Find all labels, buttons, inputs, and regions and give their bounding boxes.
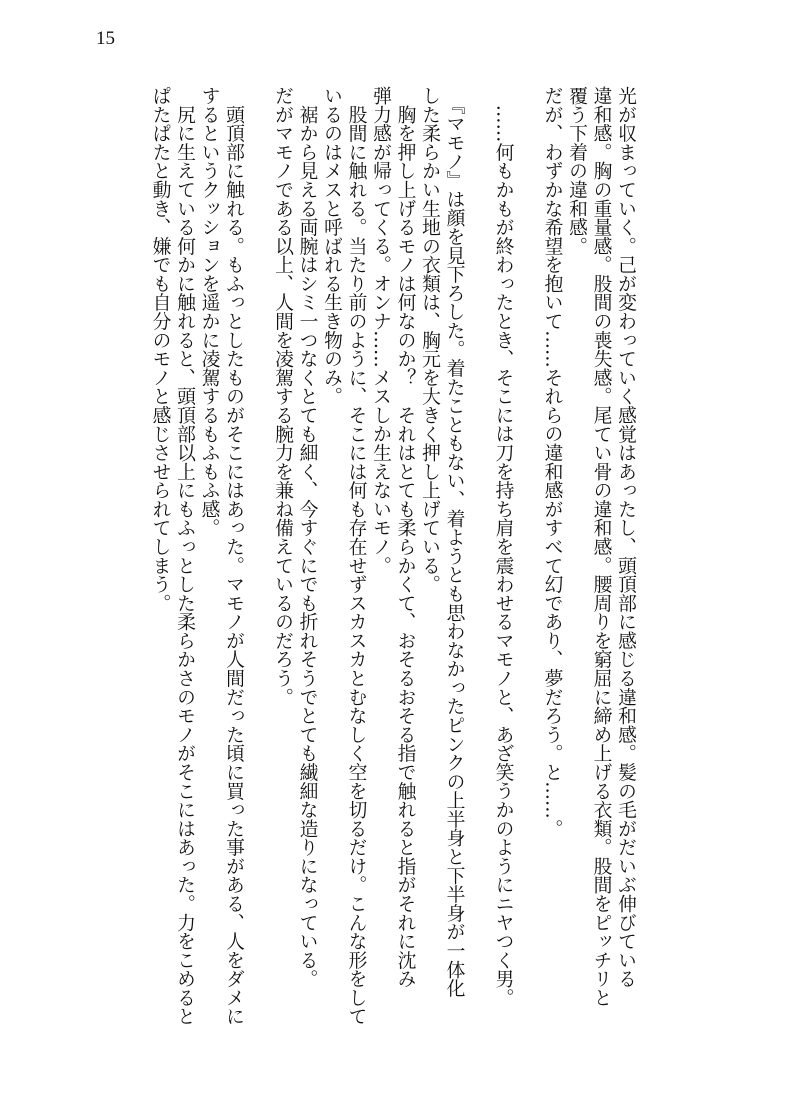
text-line: ぱたぱたと動き、嫌でも自分のモノと感じさせられてしまう。 (149, 86, 171, 613)
text-line: 尻に生えている何かに触れると、頭頂部以上にもふっとした柔らかさのモノがそこにはあった。力をこめると (174, 86, 195, 1026)
text-line: ……何もかもが終わったとき、そこには刀を持ち肩を震わせるマモノと、あざ笑うかのようにニヤつく男。 (492, 86, 514, 1007)
text-line: した柔らかい生地の衣類は、胸元を大きく押し上げている。 (419, 86, 440, 594)
text-line: 弾力感が帰ってくる。オンナ……メスしか生えないモノ。 (370, 86, 391, 575)
text-line: 頭頂部に触れる。もふっとしたものがそこにはあった。マモノが人間だった頃に買った事がある、人をダメに (223, 86, 244, 1026)
text-line: するというクッションを遥かに凌駕するもふもふ感。 (198, 86, 220, 537)
text-line: 覆う下着の違和感。 (566, 86, 587, 256)
text-line: いるのはメスと呼ばれる生き物のみ。 (321, 86, 342, 406)
text-line: だが、わずかな希望を抱いて……それらの違和感がすべて幻であり、夢だろう。と……。 (541, 86, 563, 838)
page-number: 15 (96, 28, 115, 49)
text-line: 胸を押し上げるモノは何なのか？ それはとても柔らかくて、おそるおそる指で触れると指がそれに沈み (394, 86, 416, 988)
vertical-text-body (147, 86, 637, 1026)
text-line: 股間に触れる。当たり前のように、そこには何も存在せずスカスカとむなしく空を切るだけ。こんな形をして (345, 86, 367, 1026)
blank-line (466, 86, 491, 1026)
text-line: 光が収まっていく。己が変わっていく感覚はあったし、頭頂部に感じる違和感。髪の毛がだいぶ伸びている (615, 86, 636, 988)
text-line: 違和感。胸の重量感。股間の喪失感。尾てい骨の違和感。腰周りを窮屈に締め上げる衣類。股間をピッチリと (590, 86, 612, 1007)
text-line: 裾から見える両腕はシミ一つなくとても細く、今すぐにでも折れそうでとても繊細な造りになっている。 (296, 86, 318, 988)
text-line: だがマモノである以上、人間を凌駕する腕力を兼ね備えているのだろう。 (272, 86, 293, 707)
blank-line (515, 86, 540, 1026)
blank-line (245, 86, 270, 1026)
text-line: 『マモノ』は顔を見下ろした。着たこともない、着ようとも思わなかったピンクの上半身と下半身が一体化 (443, 86, 465, 998)
